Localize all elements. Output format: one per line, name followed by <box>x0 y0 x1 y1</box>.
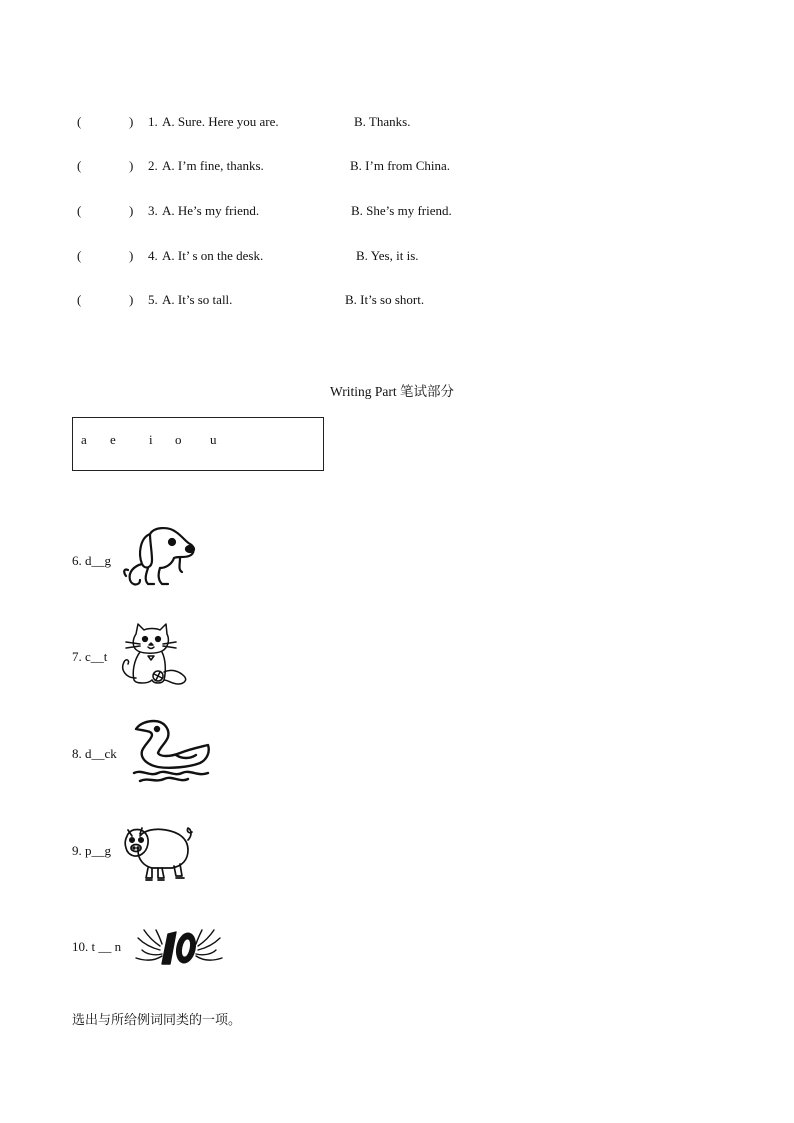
answer-paren-close: ) <box>129 292 134 307</box>
question-number: 5. <box>148 292 158 307</box>
option-a: A. He’s my friend. <box>162 203 260 218</box>
option-a: A. I’m fine, thanks. <box>162 158 264 173</box>
pig-picture <box>122 824 196 882</box>
answer-paren-close: ) <box>129 158 134 173</box>
option-a: A. It’ s on the desk. <box>162 248 264 263</box>
answer-paren-open: ( <box>77 114 82 129</box>
ten-hands-picture <box>132 928 226 968</box>
writing-part-heading: Writing Part 笔试部分 <box>330 384 454 399</box>
fill-item-label: 8. d__ck <box>72 746 117 761</box>
question-number: 4. <box>148 248 158 263</box>
vowel-letter: u <box>210 432 217 447</box>
fill-item-label: 9. p__g <box>72 843 111 858</box>
dog-picture <box>120 524 198 590</box>
option-a: A. It’s so tall. <box>162 292 233 307</box>
answer-paren-open: ( <box>77 203 82 218</box>
answer-paren-close: ) <box>129 203 134 218</box>
fill-item-label: 6. d__g <box>72 553 111 568</box>
vowel-letter: o <box>175 432 182 447</box>
answer-paren-open: ( <box>77 158 82 173</box>
vowel-box <box>72 417 324 471</box>
answer-paren-open: ( <box>77 248 82 263</box>
option-b: B. Yes, it is. <box>356 248 419 263</box>
vowel-letter: e <box>110 432 116 447</box>
question-number: 2. <box>148 158 158 173</box>
option-b: B. I’m from China. <box>350 158 451 173</box>
answer-paren-open: ( <box>77 292 82 307</box>
duck-picture <box>130 717 216 783</box>
option-b: B. Thanks. <box>354 114 411 129</box>
vowel-letter: i <box>149 432 153 447</box>
fill-item-label: 7. c__t <box>72 649 108 664</box>
section-instruction: 选出与所给例词同类的一项。 <box>72 1013 242 1028</box>
option-b: B. It’s so short. <box>345 292 425 307</box>
answer-paren-close: ) <box>129 248 134 263</box>
question-number: 3. <box>148 203 158 218</box>
vowel-letter: a <box>81 432 87 447</box>
option-a: A. Sure. Here you are. <box>162 114 279 129</box>
option-b: B. She’s my friend. <box>351 203 452 218</box>
question-number: 1. <box>148 114 158 129</box>
fill-item-label: 10. t __ n <box>72 939 122 954</box>
answer-paren-close: ) <box>129 114 134 129</box>
cat-picture <box>118 620 196 690</box>
